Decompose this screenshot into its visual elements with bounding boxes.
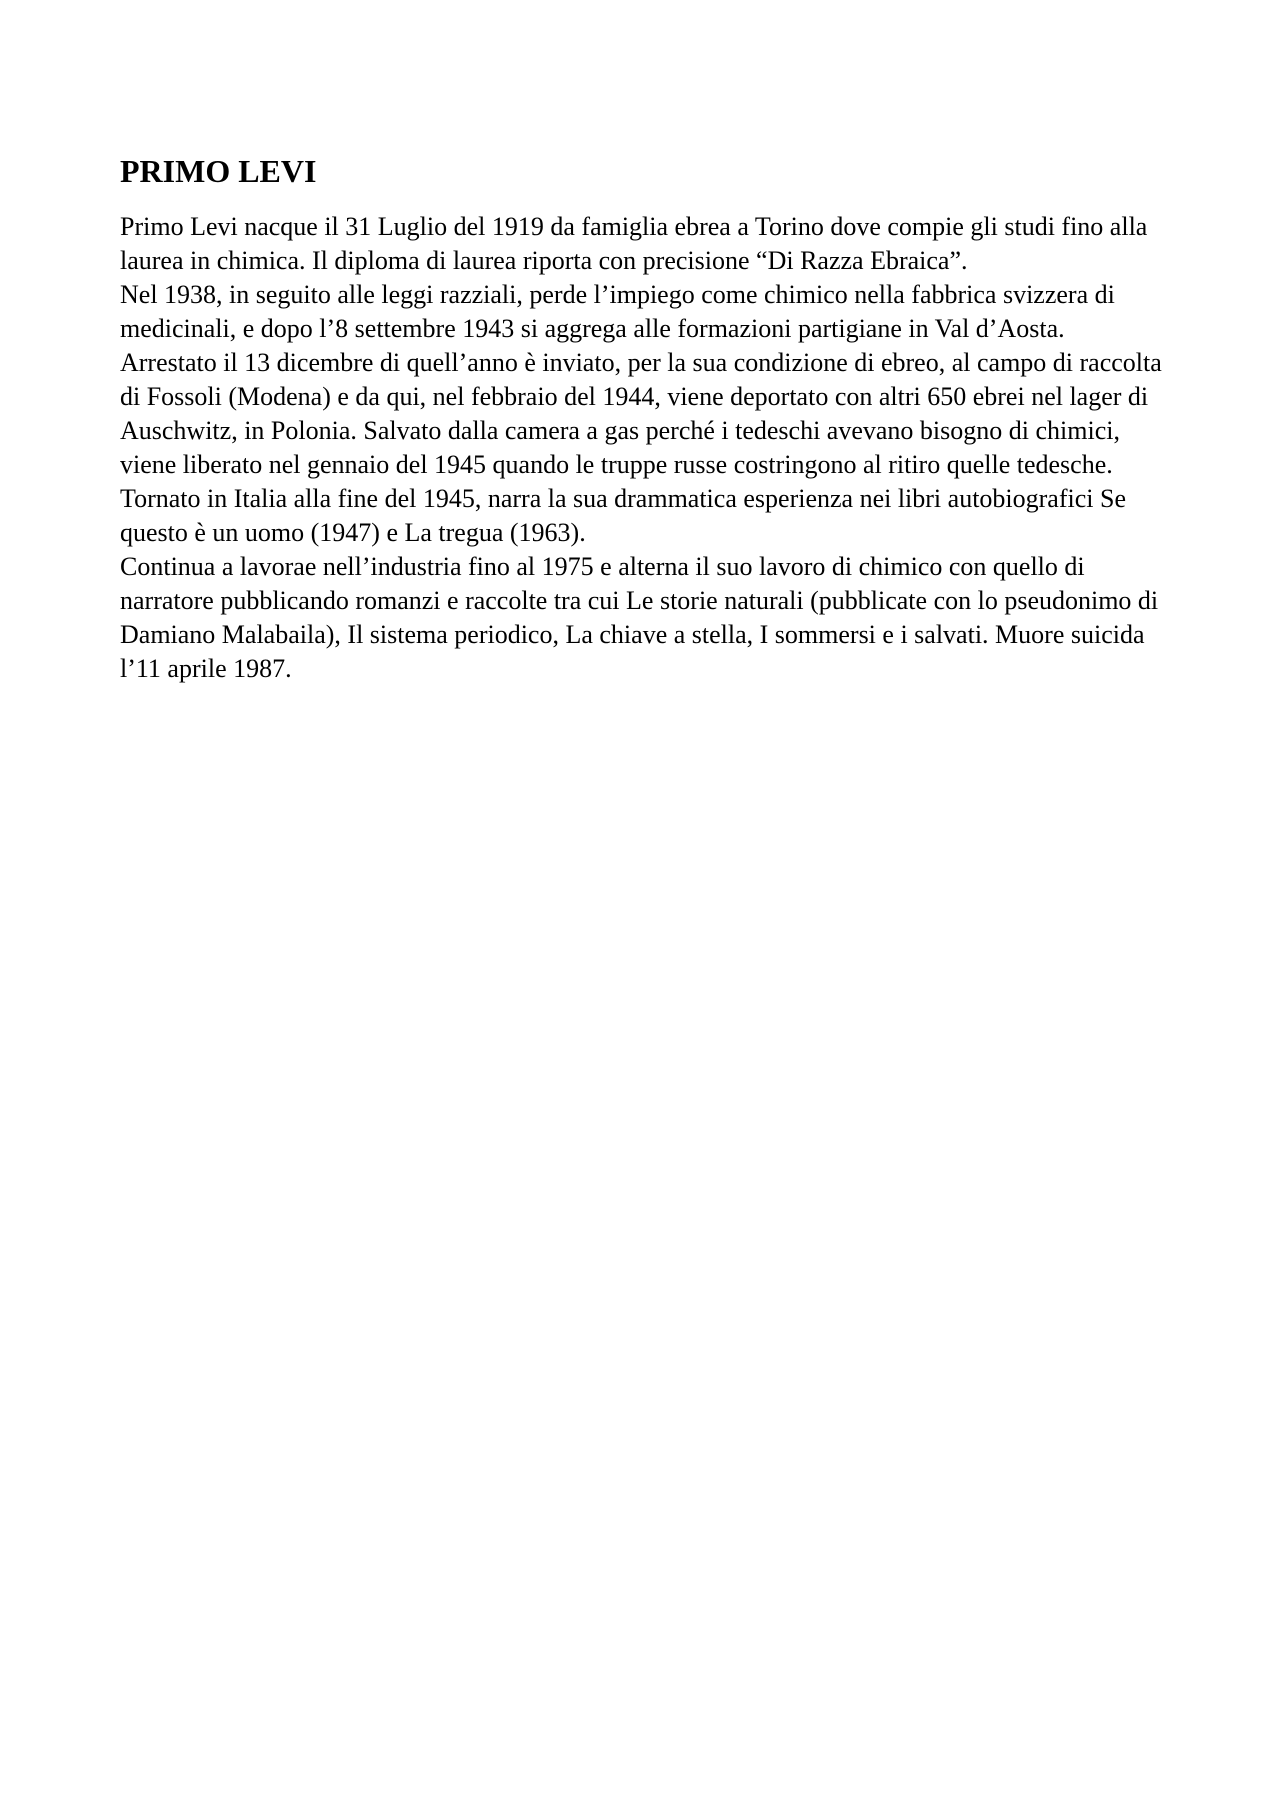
document-title: PRIMO LEVI	[120, 153, 317, 189]
paragraph-racial-laws: Nel 1938, in seguito alle leggi razziali, perde l’impiego come chimico nella fabbrica svizzera di medicinali, e dopo l’8 settembre 1943 si aggrega alle formazioni partigiane in Val d’Aosta.	[120, 280, 1115, 343]
paragraph-birth-education: Primo Levi nacque il 31 Luglio del 1919 da famiglia ebrea a Torino dove compie gli studi fino alla laurea in chimica. Il diploma di laurea riporta con precisione “Di Razza Ebraica”.	[120, 212, 1148, 275]
paragraph-deportation: Arrestato il 13 dicembre di quell’anno è inviato, per la sua condizione di ebreo, al campo di raccolta di Fossoli (Modena) e da qui, nel febbraio del 1944, viene deportato con altri 650 ebrei nel lager di Auschwitz, in Polonia. Salvato dalla camera a gas perché i tedeschi avevano bisogno di chimici, viene liberato nel gennaio del 1945 quando le truppe russe costringono al ritiro quelle tedesche.	[120, 348, 1162, 479]
paragraph-career-death: Continua a lavorae nell’industria fino al 1975 e alterna il suo lavoro di chimico con quello di narratore pubblicando romanzi e raccolte tra cui Le storie naturali (pubblicate con lo pseudonimo di Damiano Malabaila), Il sistema periodico, La chiave a stella, I sommersi e i salvati. Muore suicida l’11 aprile 1987.	[120, 552, 1159, 683]
document-body	[120, 210, 1170, 686]
document-content	[120, 150, 1170, 686]
paragraph-return: Tornato in Italia alla fine del 1945, narra la sua drammatica esperienza nei libri autobiografici Se questo è un uomo (1947) e La tregua (1963).	[120, 484, 1126, 547]
